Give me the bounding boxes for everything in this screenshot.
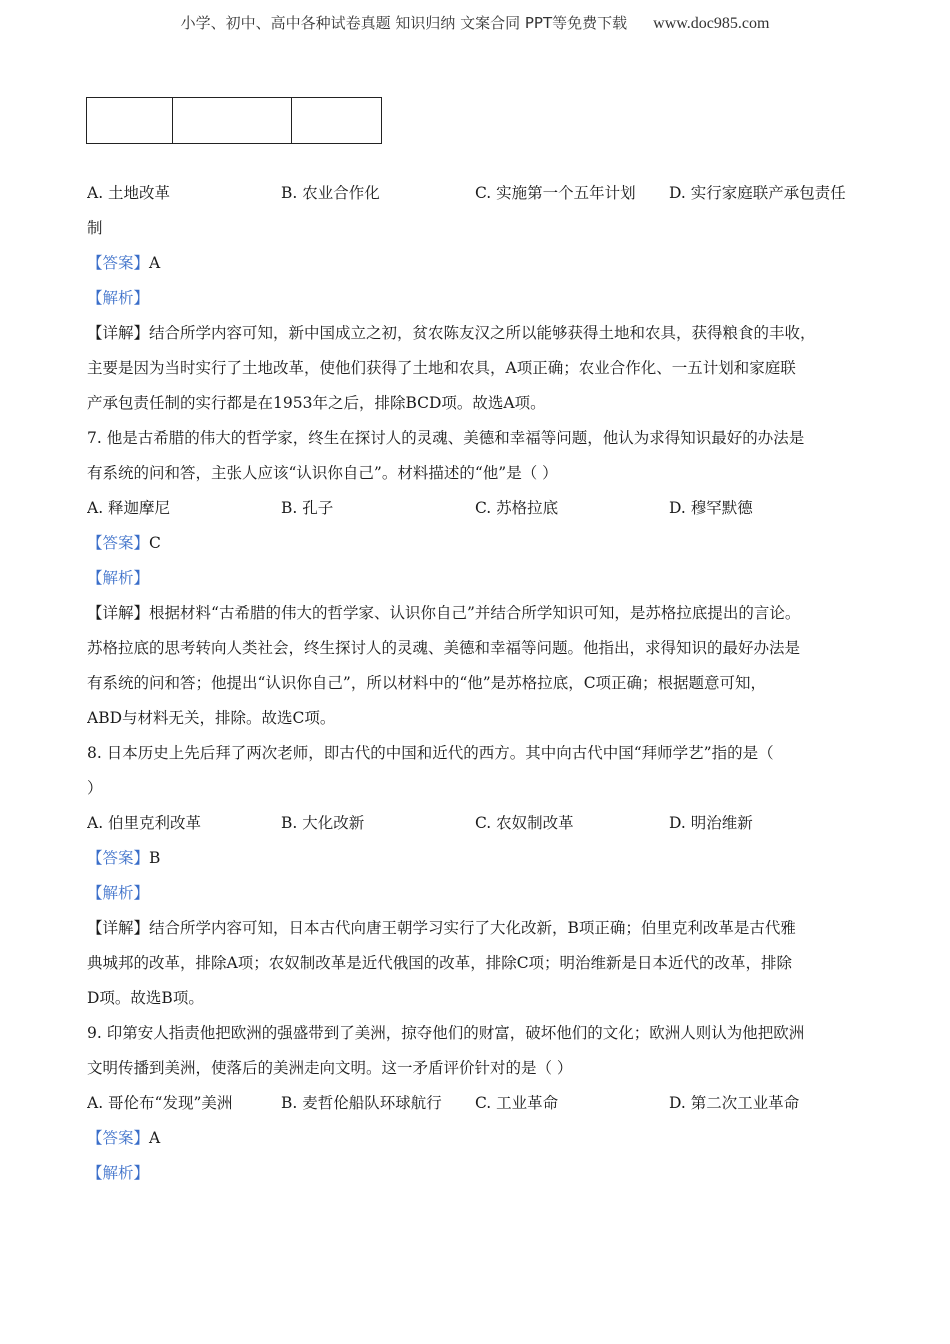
q7-detail-1	[87, 596, 872, 631]
header-site: www.doc985.com	[653, 15, 770, 32]
detail-tag: 【详解】	[87, 324, 150, 342]
q9-stem-2: 文明传播到美洲，使落后的美洲走向文明。这一矛盾评价针对的是（ ）	[87, 1059, 573, 1077]
q6-analysis	[87, 281, 872, 316]
q9-answer	[87, 1121, 872, 1156]
q7-detail-4: ABD与材料无关，排除。故选C项。	[87, 709, 336, 727]
q8-detail-1	[87, 911, 872, 946]
answer-value: C	[149, 534, 161, 552]
q8-detail-2: 典城邦的改革，排除A项；农奴制改革是近代俄国的改革，排除C项；明治维新是日本近代的改革，排除	[87, 954, 793, 972]
option-c: C. 工业革命	[475, 1094, 559, 1112]
detail-text: 结合所学内容可知，新中国成立之初，贫农陈友汉之所以能够获得土地和农具，获得粮食的丰收，	[149, 324, 816, 342]
table-cell	[87, 98, 173, 144]
q8-analysis	[87, 876, 872, 911]
option-c: C. 实施第一个五年计划	[475, 184, 636, 202]
option-c: C. 苏格拉底	[475, 499, 559, 517]
q6-option-cont: 制	[87, 219, 103, 237]
answer-tag: 【答案】	[87, 849, 150, 867]
question-table-fragment	[86, 97, 382, 144]
table-cell	[173, 98, 292, 144]
option-c: C. 农奴制改革	[475, 814, 574, 832]
table-cell	[292, 98, 382, 144]
page-header	[0, 12, 950, 33]
q9-options	[87, 1086, 872, 1121]
analysis-tag: 【解析】	[87, 569, 150, 587]
q6-answer	[87, 246, 872, 281]
detail-text: 根据材料“古希腊的伟大的哲学家、认识你自己”并结合所学知识可知，是苏格拉底提出的言论。	[149, 604, 801, 622]
option-d: D. 穆罕默德	[669, 499, 753, 517]
q6-detail-1	[87, 316, 872, 351]
q7-stem-1: 7. 他是古希腊的伟大的哲学家，终生在探讨人的灵魂、美德和幸福等问题，他认为求得知识最好的办法是	[87, 429, 805, 447]
q6-options	[87, 176, 872, 211]
option-a: A. 释迦摩尼	[87, 499, 171, 517]
q6-detail-3: 产承包责任制的实行都是在1953年之后，排除BCD项。故选A项。	[87, 394, 546, 412]
q7-detail-3: 有系统的问和答；他提出“认识你自己”，所以材料中的“他”是苏格拉底，C项正确；根据题意可知，	[87, 674, 767, 692]
q7-answer	[87, 526, 872, 561]
analysis-tag: 【解析】	[87, 1164, 150, 1182]
detail-tag: 【详解】	[87, 604, 150, 622]
header-text: 小学、初中、高中各种试卷真题 知识归纳 文案合同 PPT等免费下载	[180, 14, 628, 32]
option-d: D. 明治维新	[669, 814, 753, 832]
q7-stem-2: 有系统的问和答，主张人应该“认识你自己”。材料描述的“他”是（ ）	[87, 464, 558, 482]
option-a: A. 哥伦布“发现”美洲	[87, 1094, 233, 1112]
option-d: D. 第二次工业革命	[669, 1094, 800, 1112]
q8-stem-1: 8. 日本历史上先后拜了两次老师，即古代的中国和近代的西方。其中向古代中国“拜师学艺”指的是（	[87, 744, 774, 762]
answer-value: A	[149, 254, 161, 272]
q9-analysis	[87, 1156, 872, 1191]
q8-options	[87, 806, 872, 841]
detail-tag: 【详解】	[87, 919, 150, 937]
document-body	[87, 176, 872, 1191]
answer-tag: 【答案】	[87, 254, 150, 272]
detail-text: 结合所学内容可知，日本古代向唐王朝学习实行了大化改新，B项正确；伯里克利改革是古代雅	[149, 919, 796, 937]
q8-answer	[87, 841, 872, 876]
option-a: A. 伯里克利改革	[87, 814, 202, 832]
q8-detail-3: D项。故选B项。	[87, 989, 204, 1007]
option-b: B. 孔子	[281, 499, 334, 517]
q7-options	[87, 491, 872, 526]
q7-detail-2: 苏格拉底的思考转向人类社会，终生探讨人的灵魂、美德和幸福等问题。他指出，求得知识的最好办法是	[87, 639, 801, 657]
answer-tag: 【答案】	[87, 534, 150, 552]
q8-stem-2: ）	[87, 779, 103, 797]
q7-analysis	[87, 561, 872, 596]
q9-stem-1: 9. 印第安人指责他把欧洲的强盛带到了美洲，掠夺他们的财富，破坏他们的文化；欧洲人则认为他把欧洲	[87, 1024, 805, 1042]
option-b: B. 麦哲伦船队环球航行	[281, 1094, 442, 1112]
q6-detail-2: 主要是因为当时实行了土地改革，使他们获得了土地和农具，A项正确；农业合作化、一五计划和家庭联	[87, 359, 796, 377]
option-b: B. 农业合作化	[281, 184, 380, 202]
option-d: D. 实行家庭联产承包责任	[669, 184, 846, 202]
option-a: A. 土地改革	[87, 184, 171, 202]
answer-tag: 【答案】	[87, 1129, 150, 1147]
answer-value: A	[149, 1129, 161, 1147]
analysis-tag: 【解析】	[87, 289, 150, 307]
analysis-tag: 【解析】	[87, 884, 150, 902]
answer-value: B	[149, 849, 161, 867]
option-b: B. 大化改新	[281, 814, 365, 832]
